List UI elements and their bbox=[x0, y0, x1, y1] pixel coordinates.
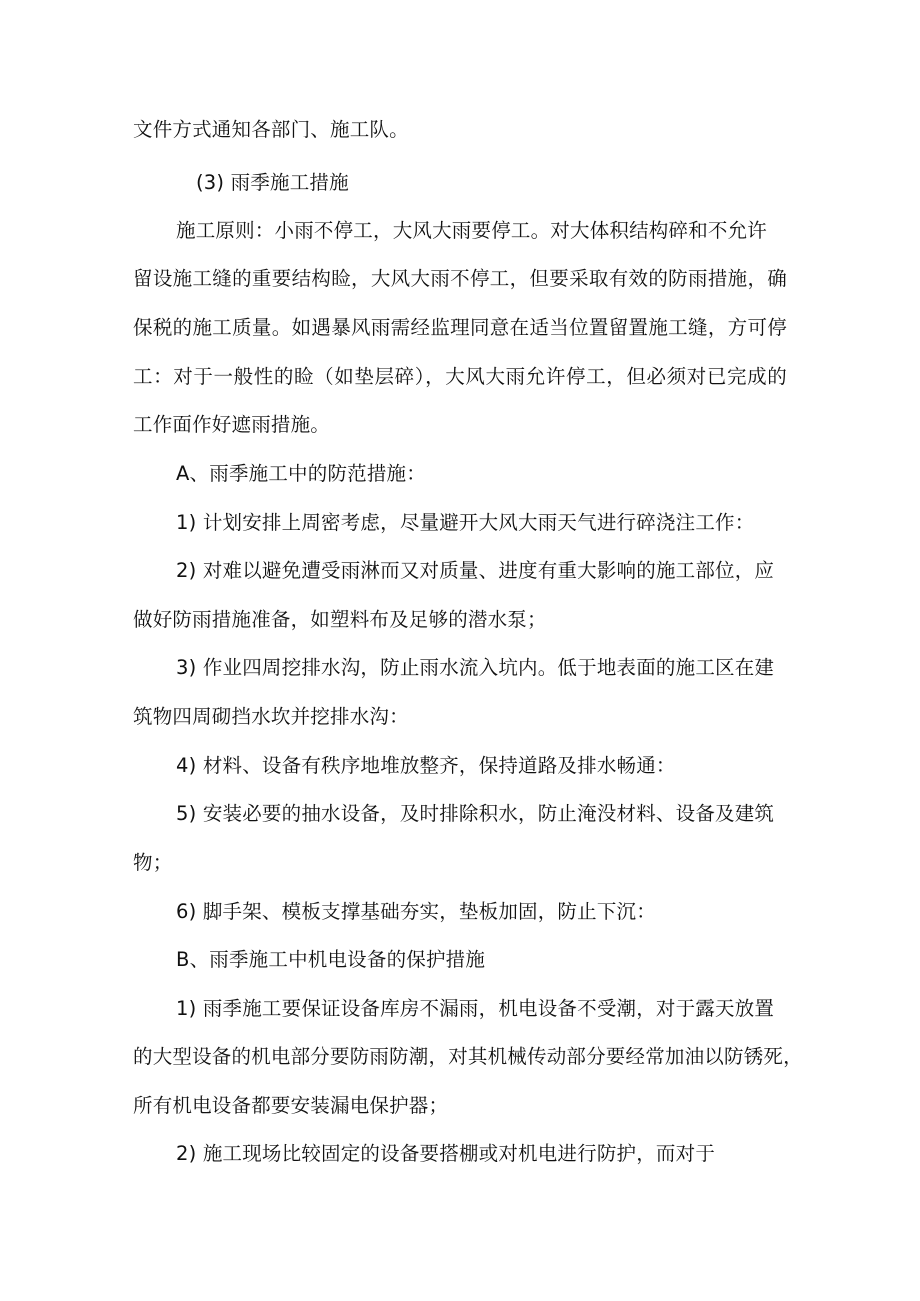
list-item: 5) 安装必要的抽水设备，及时排除积水，防止淹没材料、设备及建筑 bbox=[176, 802, 775, 825]
list-item: 2) 施工现场比较固定的设备要搭棚或对机电进行防护，而对于 bbox=[176, 1142, 716, 1165]
paragraph-line: 文件方式通知各部门、施工队。 bbox=[133, 118, 409, 141]
list-item: 3) 作业四周挖排水沟，防止雨水流入坑内。低于地表面的施工区在建 bbox=[176, 656, 775, 679]
paragraph-line: 施工原则：小雨不停工，大风大雨要停工。对大体积结构碎和不允许 bbox=[176, 219, 768, 242]
paragraph-line: 工：对于一般性的睑（如垫层碎），大风大雨允许停工，但必须对已完成的 bbox=[133, 365, 787, 388]
list-item: 6) 脚手架、模板支撑基础夯实，垫板加固，防止下沉： bbox=[176, 900, 656, 923]
list-item: 4) 材料、设备有秩序地堆放整齐，保持道路及排水畅通： bbox=[176, 754, 676, 777]
paragraph-line: 筑物四周砌挡水坎并挖排水沟： bbox=[133, 705, 409, 728]
list-item: 1) 雨季施工要保证设备库房不漏雨，机电设备不受潮，对于露天放置 bbox=[176, 997, 775, 1020]
paragraph-line: 物； bbox=[133, 851, 173, 874]
list-item: 2) 对难以避免遭受雨淋而又对质量、进度有重大影响的施工部位，应 bbox=[176, 559, 775, 582]
paragraph-line: 工作面作好遮雨措施。 bbox=[133, 413, 331, 436]
paragraph-line: 的大型设备的机电部分要防雨防潮，对其机械传动部分要经常加油以防锈死， bbox=[133, 1045, 803, 1068]
subsection-heading: B、雨季施工中机电设备的保护措施 bbox=[176, 948, 486, 971]
paragraph-line: 保税的施工质量。如遇暴风雨需经监理同意在适当位置留置施工缝，方可停 bbox=[133, 316, 787, 339]
paragraph-line: 所有机电设备都要安装漏电保护器； bbox=[133, 1094, 449, 1117]
subsection-heading: A、雨季施工中的防范措施： bbox=[176, 462, 426, 485]
section-heading: (3) 雨季施工措施 bbox=[196, 171, 349, 194]
paragraph-line: 做好防雨措施准备，如塑料布及足够的潜水泵； bbox=[133, 608, 547, 631]
list-item: 1) 计划安排上周密考虑，尽量避开大风大雨天气进行碎浇注工作： bbox=[176, 511, 755, 534]
paragraph-line: 留设施工缝的重要结构睑，大风大雨不停工，但要采取有效的防雨措施，确 bbox=[133, 267, 787, 290]
